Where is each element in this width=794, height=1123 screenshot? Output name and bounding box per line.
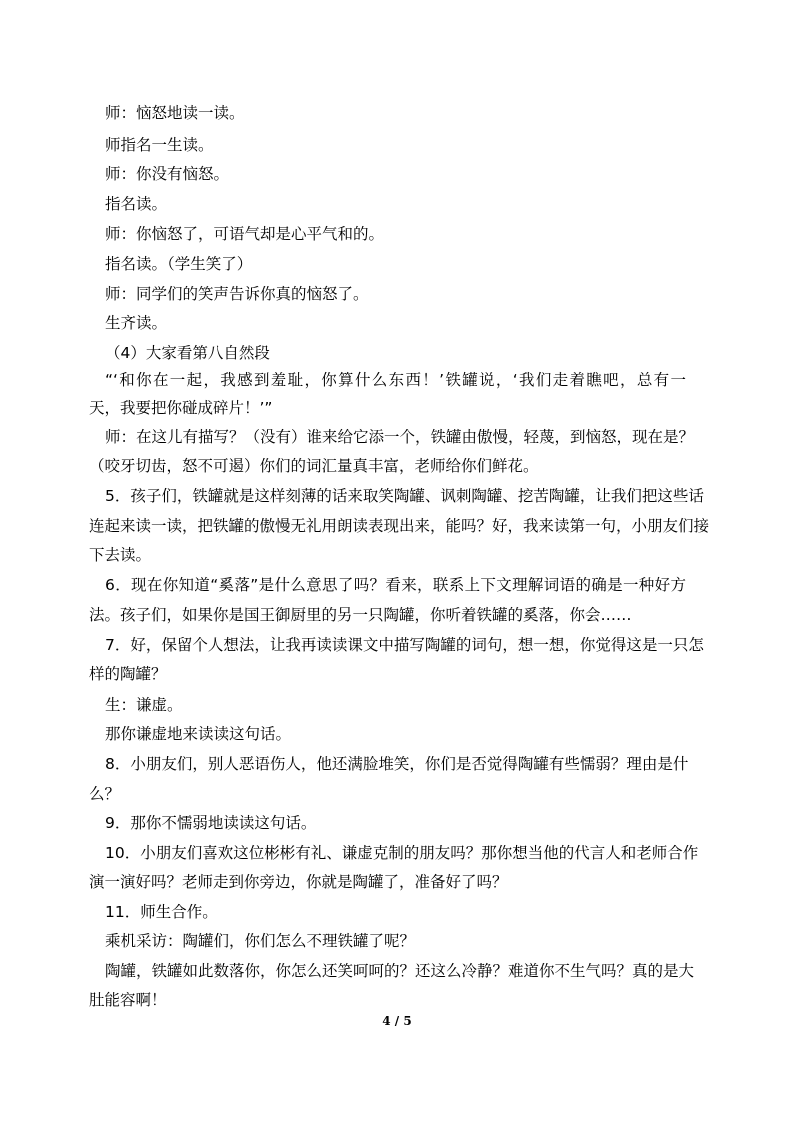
- text-line: 师：你没有恼怒。: [105, 165, 230, 183]
- text-line: 生：谦虚。: [105, 696, 183, 714]
- text-line: 肚能容啊！: [89, 991, 167, 1009]
- text-line: 陶罐，铁罐如此数落你，你怎么还笑呵呵的？还这么冷静？难道你不生气吗？真的是大: [105, 962, 695, 980]
- text-line: 指名读。: [105, 195, 168, 213]
- text-line: 样的陶罐？: [89, 665, 167, 683]
- text-line: 6．现在你知道“奚落”是什么意思了吗？看来，联系上下文理解词语的确是一种好方: [105, 576, 686, 594]
- text-line: 7．好，保留个人想法，让我再读读课文中描写陶罐的词句，想一想，你觉得这是一只怎: [105, 636, 704, 654]
- text-line: 下去读。: [89, 546, 152, 564]
- text-line: 么？: [89, 785, 121, 803]
- section-heading: （4）大家看第八自然段: [105, 344, 270, 362]
- text-line: 师：在这儿有描写？（没有）谁来给它添一个，铁罐由傲慢，轻蔑，到恼怒，现在是？: [105, 428, 695, 446]
- text-line: 师：同学们的笑声告诉你真的恼怒了。: [105, 285, 369, 303]
- text-line: 9．那你不懦弱地读读这句话。: [105, 814, 317, 832]
- text-line: 指名读。（学生笑了）: [105, 255, 253, 273]
- text-line: 8．小朋友们，别人恶语伤人，他还满脸堆笑，你们是否觉得陶罐有些懦弱？理由是什: [105, 755, 689, 773]
- text-line: 生齐读。: [105, 314, 168, 332]
- text-line: （咬牙切齿，怒不可遏）你们的词汇量真丰富，老师给你们鲜花。: [89, 457, 539, 475]
- text-line: 连起来读一读，把铁罐的傲慢无礼用朗读表现出来，能吗？好，我来读第一句，小朋友们接: [89, 517, 710, 535]
- text-line: 那你谦虚地来读读这句话。: [105, 725, 292, 743]
- text-line: 11．师生合作。: [105, 903, 218, 921]
- text-line: 师：你恼怒了，可语气却是心平气和的。: [105, 225, 385, 243]
- text-line: 10．小朋友们喜欢这位彬彬有礼、谦虚克制的朋友吗？那你想当他的代言人和老师合作: [105, 844, 699, 862]
- text-line: 师指名一生读。: [105, 136, 214, 154]
- text-line: 乘机采访：陶罐们，你们怎么不理铁罐了呢？: [105, 932, 416, 950]
- text-line: 演一演好吗？老师走到你旁边，你就是陶罐了，准备好了吗？: [89, 873, 508, 891]
- text-line: 5．孩子们，铁罐就是这样刻薄的话来取笑陶罐、讽刺陶罐、挖苦陶罐，让我们把这些话: [105, 487, 704, 505]
- text-line: 师：恼怒地读一读。: [105, 104, 245, 122]
- text-line: “‘和你在一起，我感到羞耻，你算什么东西！’铁罐说，‘我们走着瞧吧，总有一: [105, 371, 686, 389]
- text-line: 法。孩子们，如果你是国王御厨里的另一只陶罐，你听着铁罐的奚落，你会……: [89, 606, 632, 624]
- text-line: 天，我要把你碰成碎片！’”: [89, 399, 273, 417]
- page-number: 4 / 5: [382, 1014, 412, 1028]
